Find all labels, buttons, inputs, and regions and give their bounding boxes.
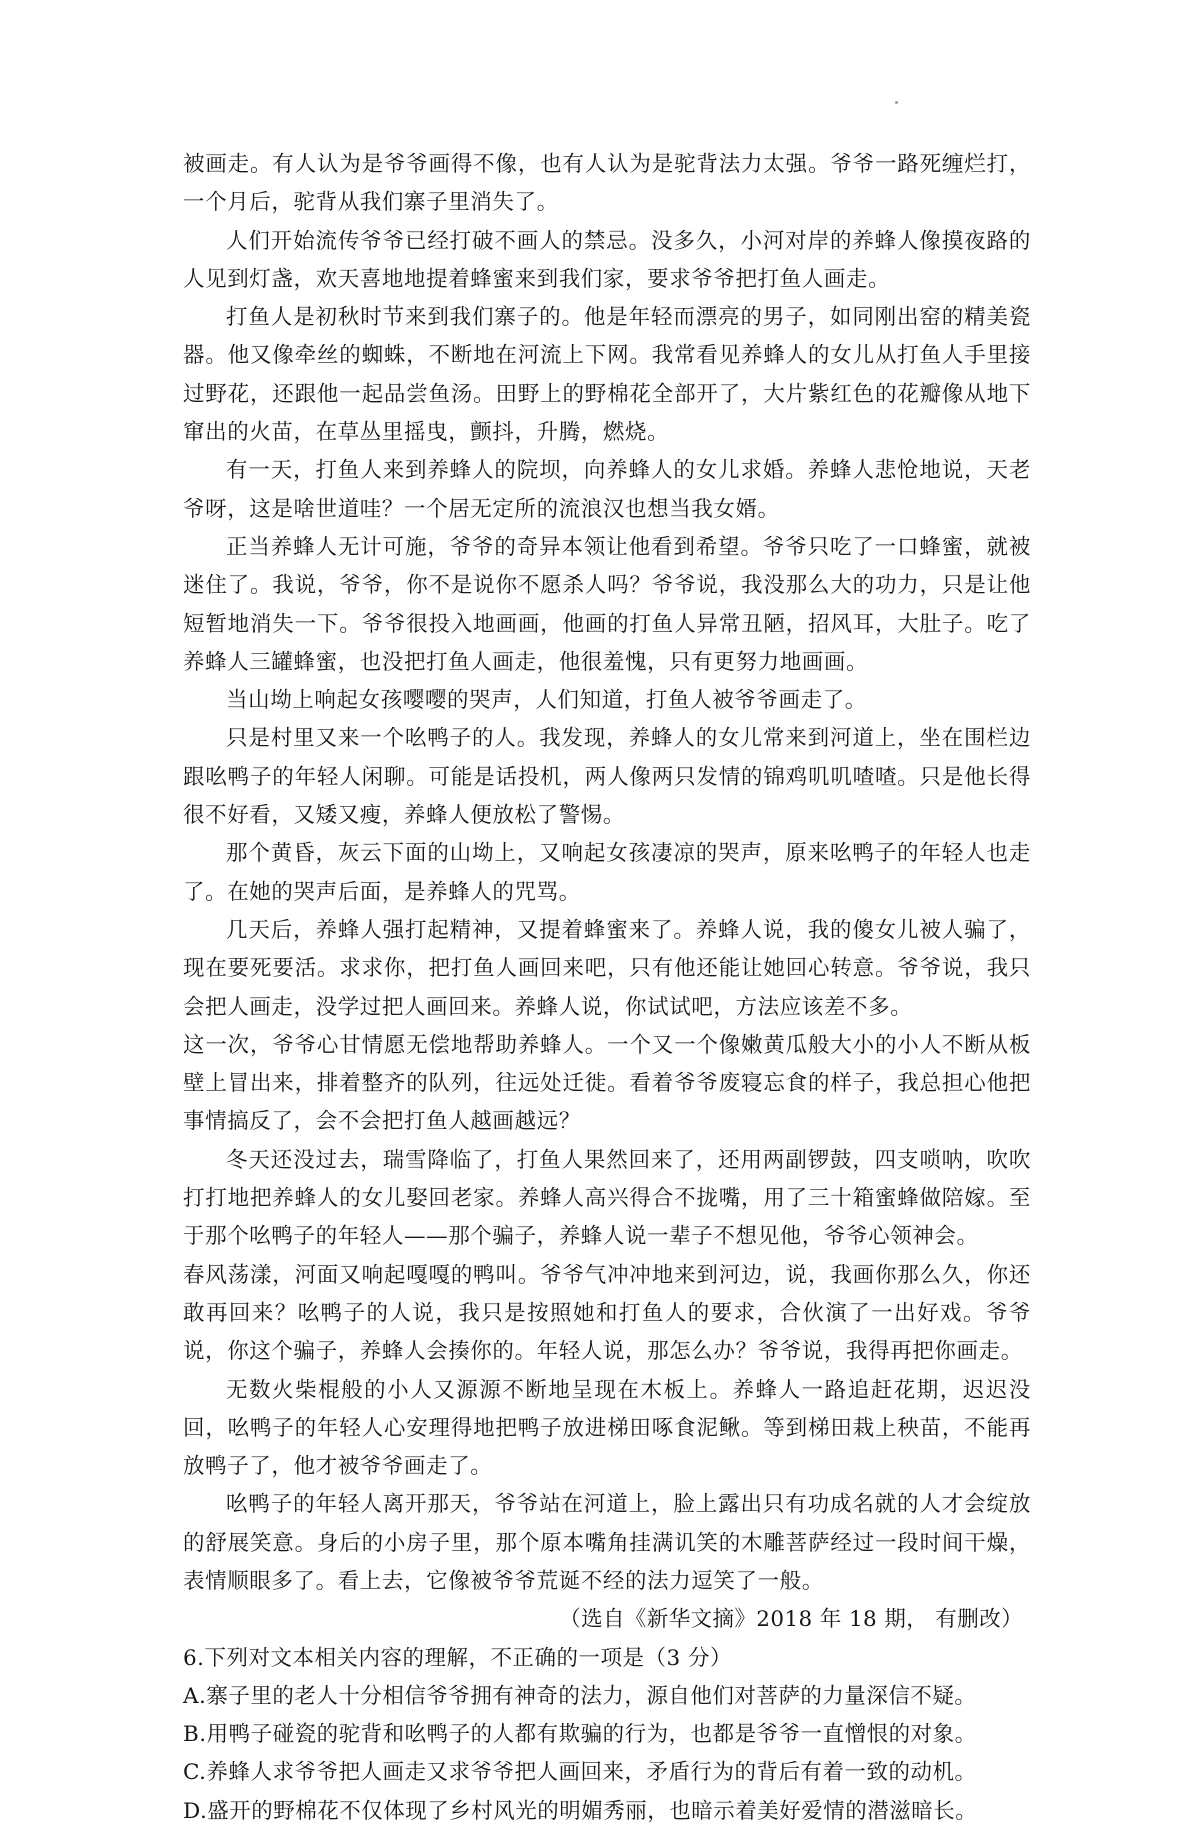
passage-paragraph: 几天后，养蜂人强打起精神，又提着蜂蜜来了。养蜂人说，我的傻女儿被人骗了，现在要死要活。求求你，把打鱼人画回来吧，只有他还能让她回心转意。爷爷说，我只会把人画走，没学过把人画回来。养蜂人说，你试试吧，方法应该差不多。 bbox=[183, 917, 1031, 1020]
passage-paragraph: 有一天，打鱼人来到养蜂人的院坝，向养蜂人的女儿求婚。养蜂人悲怆地说，天老爷呀，这是啥世道哇？一个居无定所的流浪汉也想当我女婿。 bbox=[183, 458, 1031, 522]
passage-paragraph: 人们开始流传爷爷已经打破不画人的禁忌。没多久，小河对岸的养蜂人像摸夜路的人见到灯盏，欢天喜地地提着蜂蜜来到我们家，要求爷爷把打鱼人画走。 bbox=[183, 228, 1031, 292]
answer-option-c: C.养蜂人求爷爷把人画走又求爷爷把人画回来，矛盾行为的背后有着一致的动机。 bbox=[183, 1760, 977, 1786]
question-section bbox=[183, 1640, 1031, 1831]
passage-paragraph: 只是村里又来一个吆鸭子的人。我发现，养蜂人的女儿常来到河道上，坐在围栏边跟吆鸭子的年轻人闲聊。可能是话投机，两人像两只发情的锦鸡叽叽喳喳。只是他长得很不好看，又矮又瘦，养蜂人便放松了警惕。 bbox=[183, 726, 1031, 829]
option-list bbox=[183, 1678, 1031, 1831]
passage-paragraph: 那个黄昏，灰云下面的山坳上，又响起女孩凄凉的哭声，原来吆鸭子的年轻人也走了。在她的哭声后面，是养蜂人的咒骂。 bbox=[183, 841, 1031, 905]
passage-paragraph: 这一次，爷爷心甘情愿无偿地帮助养蜂人。一个又一个像嫩黄瓜般大小的小人不断从板壁上冒出来，排着整齐的队列，往远处迁徙。看着爷爷废寝忘食的样子，我总担心他把事情搞反了，会不会把打鱼人越画越远？ bbox=[183, 1032, 1031, 1135]
passage-paragraph: 春风荡漾，河面又响起嘎嘎的鸭叫。爷爷气冲冲地来到河边，说，我画你那么久，你还敢再回来？吆鸭子的人说，我只是按照她和打鱼人的要求，合伙演了一出好戏。爷爷说，你这个骗子，养蜂人会揍你的。年轻人说，那怎么办？爷爷说，我得再把你画走。 bbox=[183, 1262, 1031, 1365]
passage-paragraph: 打鱼人是初秋时节来到我们寨子的。他是年轻而漂亮的男子，如同刚出窑的精美瓷器。他又像牵丝的蜘蛛，不断地在河流上下网。我常看见养蜂人的女儿从打鱼人手里接过野花，还跟他一起品尝鱼汤。田野上的野棉花全部开了，大片紫红色的花瓣像从地下窜出的火苗，在草丛里摇曳，颤抖，升腾，燃烧。 bbox=[183, 305, 1031, 446]
passage-paragraph: 正当养蜂人无计可施，爷爷的奇异本领让他看到希望。爷爷只吃了一口蜂蜜，就被迷住了。我说，爷爷，你不是说你不愿杀人吗？爷爷说，我没那么大的功力，只是让他短暂地消失一下。爷爷很投入地画画，他画的打鱼人异常丑陋，招风耳，大肚子。吃了养蜂人三罐蜂蜜，也没把打鱼人画走，他很羞愧，只有更努力地画画。 bbox=[183, 534, 1031, 675]
passage-paragraph: 吆鸭子的年轻人离开那天，爷爷站在河道上，脸上露出只有功成名就的人才会绽放的舒展笑意。身后的小房子里，那个原本嘴角挂满讥笑的木雕菩萨经过一段时间干燥，表情顺眼多了。看上去，它像被爷爷荒诞不经的法力逗笑了一般。 bbox=[183, 1492, 1031, 1594]
answer-option-a: A.寨子里的老人十分相信爷爷拥有神奇的法力，源自他们对菩萨的力量深信不疑。 bbox=[183, 1683, 977, 1709]
passage-paragraph: 无数火柴棍般的小人又源源不断地呈现在木板上。养蜂人一路追赶花期，迟迟没回，吆鸭子的年轻人心安理得地把鸭子放进梯田啄食泥鳅。等到梯田栽上秧苗，不能再放鸭子了，他才被爷爷画走了。 bbox=[183, 1377, 1031, 1480]
story-passage bbox=[183, 146, 1031, 1601]
answer-option-d: D.盛开的野棉花不仅体现了乡村风光的明媚秀丽，也暗示着美好爱情的潜滋暗长。 bbox=[183, 1798, 978, 1824]
question-stem: 6.下列对文本相关内容的理解，不正确的一项是（3 分） bbox=[183, 1645, 733, 1671]
source-citation: （选自《新华文摘》2018 年 18 期， 有删改） bbox=[559, 1607, 1023, 1633]
passage-paragraph: 当山坳上响起女孩嘤嘤的哭声，人们知道，打鱼人被爷爷画走了。 bbox=[226, 688, 867, 714]
passage-paragraph: 被画走。有人认为是爷爷画得不像，也有人认为是驼背法力太强。爷爷一路死缠烂打，一个月后，驼背从我们寨子里消失了。 bbox=[183, 152, 1031, 216]
answer-option-b: B.用鸭子碰瓷的驼背和吆鸭子的人都有欺骗的行为，也都是爷爷一直憎恨的对象。 bbox=[183, 1722, 977, 1748]
scan-speck bbox=[895, 101, 898, 104]
passage-paragraph: 冬天还没过去，瑞雪降临了，打鱼人果然回来了，还用两副锣鼓，四支唢呐，吹吹打打地把养蜂人的女儿娶回老家。养蜂人高兴得合不拢嘴，用了三十箱蜜蜂做陪嫁。至于那个吆鸭子的年轻人——那个骗子，养蜂人说一辈子不想见他，爷爷心领神会。 bbox=[183, 1147, 1031, 1250]
text-block bbox=[183, 146, 1031, 1831]
